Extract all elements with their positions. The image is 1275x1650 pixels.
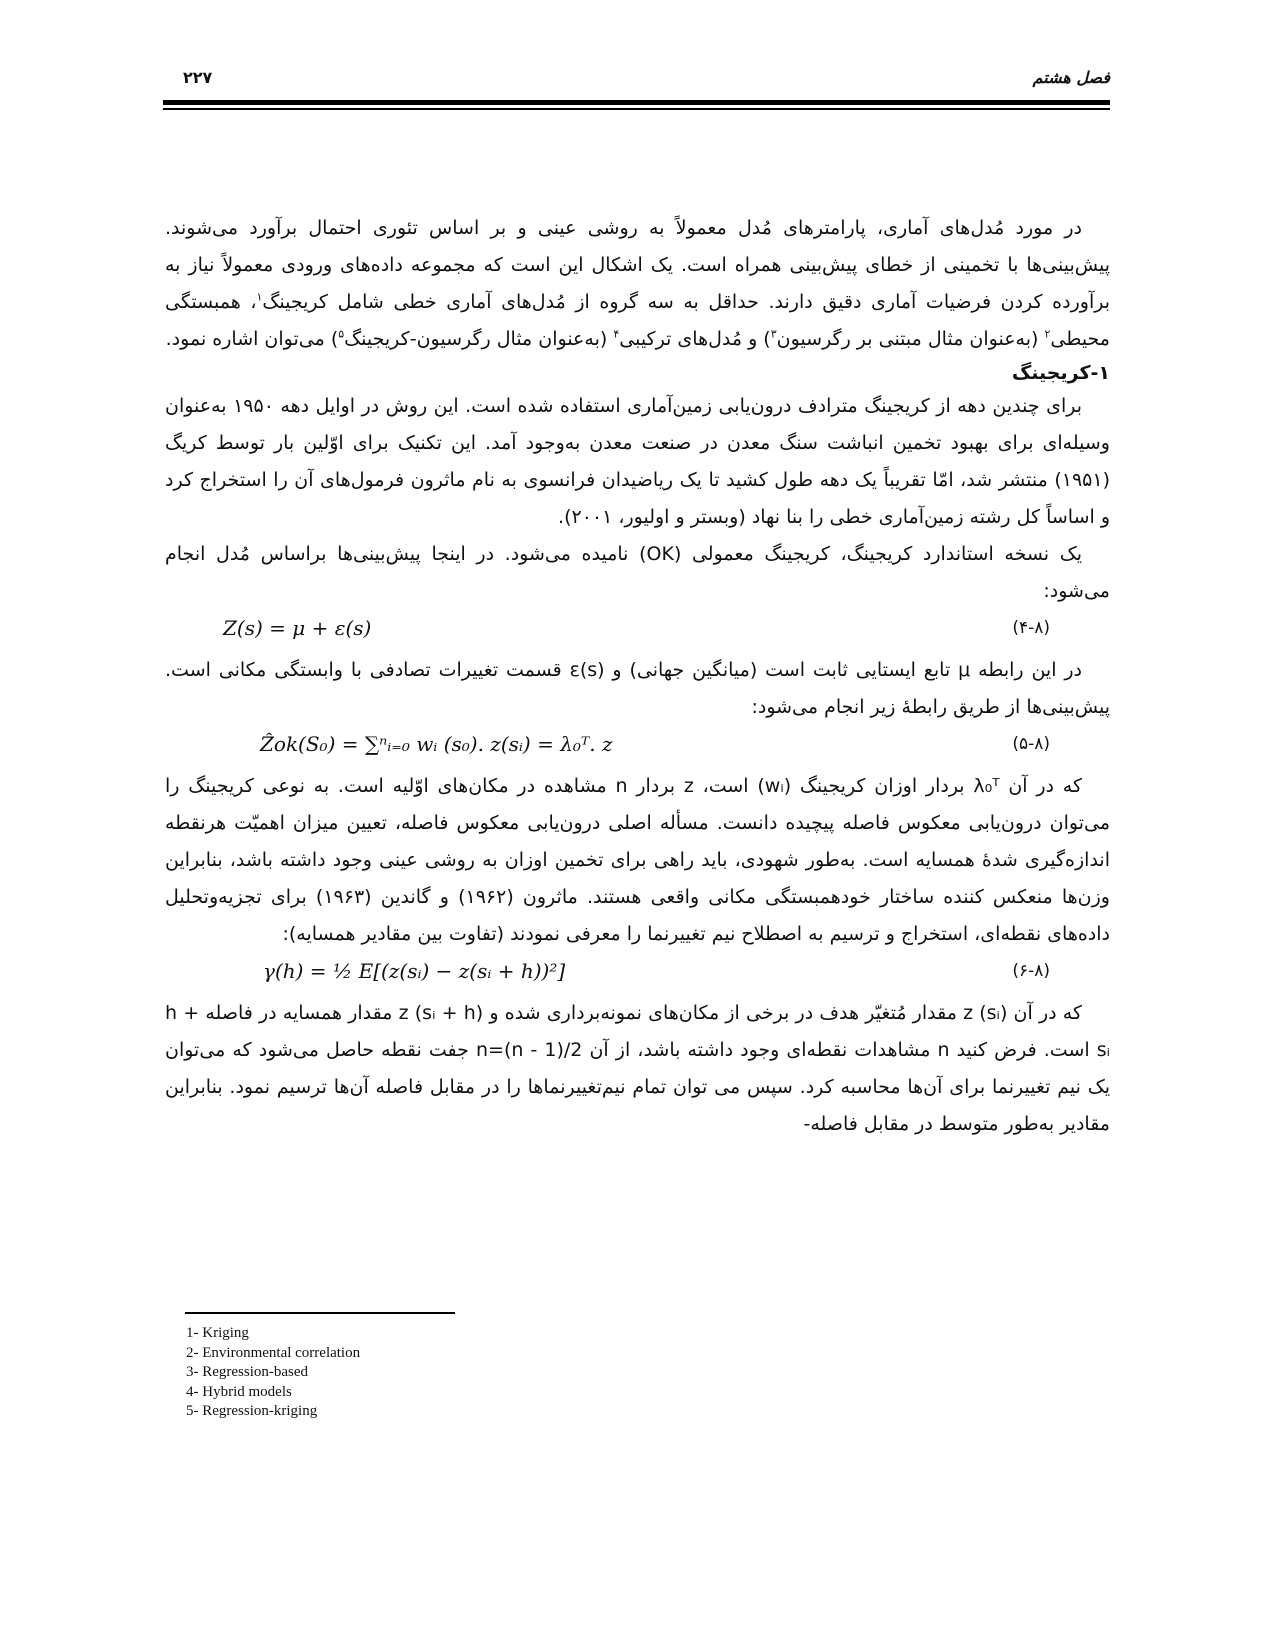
equation-number: (۵-۸): [1012, 734, 1050, 754]
paragraph-kriging-history: برای چندین دهه از کریجینگ مترادف درون‌یابی زمین‌آماری استفاده شده است. این روش در اوایل دهه ۱۹۵۰ به‌عنوان وسیله‌ای برای بهبود تخمین انباشت سنگ معدن در صنعت معدن به‌وجود آمد. این تکنیک برای اوّلین بار توسط کریگ (۱۹۵۱) منتشر شد، امّا تقریباً یک دهه طول کشید تا یک ریاضیدان فرانسوی به نام ماثرون فرمول‌های آن را استخراج کرد و اساساً کل رشته زمین‌آماری خطی را بنا نهاد (وبستر و اولیور، ۲۰۰۱).: [165, 395, 1110, 528]
equation-formula: Ẑok(S₀) = ∑ⁿᵢ₌₀ wᵢ (s₀). z(sᵢ) = λ₀ᵀ. z: [260, 732, 613, 756]
footnote-mark: ۲: [1044, 327, 1051, 341]
footnote-item: 5- Regression-kriging: [186, 1403, 318, 1419]
paragraph-weights: که در آن λ₀ᵀ بردار اوزان کریجینگ (wᵢ) است، z بردار n مشاهده در مکان‌های اوّلیه است. به نوعی کریجینگ را می‌توان درون‌یابی معکوس فاصله پیچیده دانست. مسأله اصلی درون‌یابی معکوس فاصله، تعیین میزان اهمیّت هرنقطه اندازه‌گیری شدۀ همسایه است. به‌طور شهودی، باید راهی برای تخمین اوزان به روشی عینی وجود داشته باشد، بنابراین وزن‌ها منعکس کننده ساختار خودهمبستگی مکانی واقعی هستند. ماثرون (۱۹۶۲) و گاندین (۱۹۶۳) برای تجزیه‌وتحلیل داده‌های نقطه‌ای، استخراج و ترسیم به اصطلاح نیم تغییرنما را معرفی نمودند (تفاوت بین مقادیر همسایه):: [165, 775, 1110, 945]
equation-5-8: [165, 726, 1110, 768]
section-heading: ۱-کریجینگ: [1011, 362, 1110, 384]
footnote-item: 4- Hybrid models: [186, 1383, 292, 1400]
footnote-item: 1- Kriging: [186, 1325, 249, 1341]
equation-formula: Z(s) = μ + ε(s): [223, 616, 372, 640]
equation-4-8: [165, 610, 1110, 652]
footnote-rule: [185, 1312, 455, 1314]
footnote-mark: ۳: [770, 327, 777, 341]
paragraph-mu-epsilon: در این رابطه μ تابع ایستایی ثابت است (میانگین جهانی) و ε(s) قسمت تغییرات تصادفی با وابستگی مکانی است. پیش‌بینی‌ها از طریق رابطۀ زیر انجام می‌شود:: [165, 659, 1110, 718]
header-rule-thin: [163, 108, 1110, 110]
footnote-item: 3- Regression-based: [186, 1364, 309, 1380]
equation-number: (۴-۸): [1012, 618, 1050, 638]
equation-number: (۶-۸): [1012, 961, 1050, 981]
paragraph-ordinary-kriging: یک نسخه استاندارد کریجینگ، کریجینگ معمولی (OK) نامیده می‌شود. در اینجا پیش‌بینی‌ها براساس مُدل انجام می‌شود:: [165, 543, 1110, 602]
footnote-item: 2- Environmental correlation: [186, 1344, 361, 1361]
footnote-mark: ۱: [256, 290, 263, 304]
paragraph-semivariance: که در آن z (sᵢ) مقدار مُتغیّر هدف در برخی از مکان‌های نمونه‌برداری شده و z (sᵢ + h) مقدار همسایه در فاصله h + sᵢ است. فرض کنید n مشاهدات نقطه‌ای وجود داشته باشد، از آن n=(n - 1)/2 جفت نقطه حاصل می‌شود که می‌توان یک نیم تغییرنما برای آن‌ها محاسبه کرد. سپس می توان تمام نیم‌تغییرنماها را در مقابل فاصله آن‌ها ترسیم نمود. بنابراین مقادیر به‌طور متوسط در مقابل فاصله-: [165, 1002, 1111, 1135]
equation-6-8: [165, 953, 1110, 995]
footnote-mark: ۴: [613, 327, 620, 341]
page-header: [163, 68, 1110, 90]
equation-formula: γ(h) = ½ E[(z(sᵢ) − z(sᵢ + h))²]: [263, 959, 566, 983]
page-number: ۲۲۷: [183, 68, 213, 87]
paragraph-intro: در مورد مُدل‌های آماری، پارامترهای مُدل معمولاً به روشی عینی و بر اساس تئوری احتمال برآورد می‌شوند. پیش‌بینی‌ها با تخمینی از خطای پیش‌بینی همراه است. یک اشکال این است که مجموعه داده‌های ورودی معمولاً نیاز به برآورده کردن فرضیات آماری دقیق دارند. حداقل به سه گروه از مُدل‌های آماری خطی شامل کریجینگ$^۱$، همبستگی محیطی$^۲$ (به‌عنوان مثال مبتنی بر رگرسیون$^۳$) و مُدل‌های ترکیبی$^۴$ (به‌عنوان مثال رگرسیون-کریجینگ$^۵$) می‌توان اشاره نمود.: [165, 217, 1110, 350]
header-rule-thick: [163, 100, 1110, 105]
chapter-title: فصل هشتم: [1032, 68, 1110, 87]
footnotes: [186, 1324, 360, 1422]
main-text: [165, 210, 1110, 1143]
footnote-mark: ۵: [338, 327, 345, 341]
